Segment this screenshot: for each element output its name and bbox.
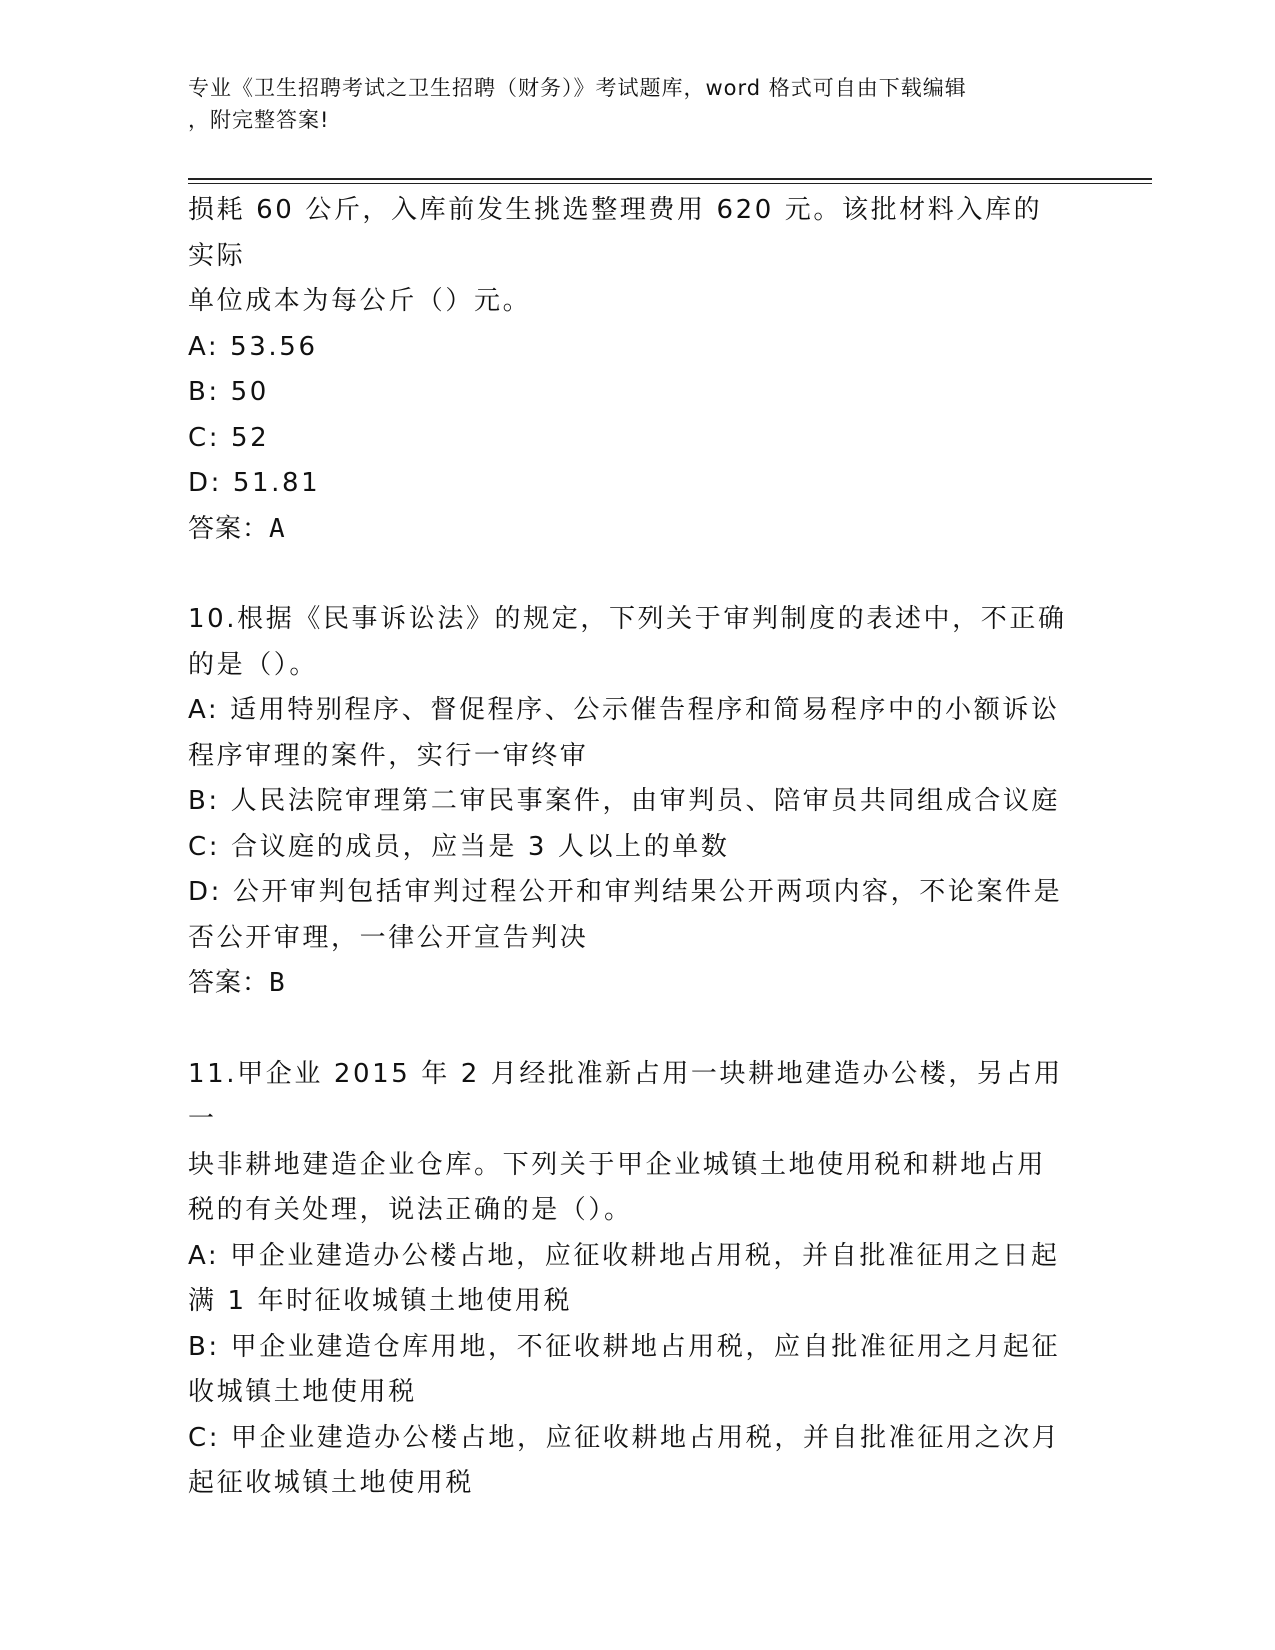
question-11-stem-line-3: 税的有关处理，说法正确的是（）。 xyxy=(188,1195,633,1225)
question-9-option-d: D: 51.81 xyxy=(188,468,321,498)
question-11-option-b-line-2: 收城镇土地使用税 xyxy=(188,1377,417,1407)
question-10 xyxy=(188,597,1068,1007)
question-11-option-c-line-1: C: 甲企业建造办公楼占地，应征收耕地占用税，并自批准征用之次月 xyxy=(188,1422,1061,1453)
question-10-option-b: B: 人民法院审理第二审民事案件，由审判员、陪审员共同组成合议庭 xyxy=(188,786,1061,816)
question-10-option-d-line-2: 否公开审理，一律公开宣告判决 xyxy=(188,922,589,953)
answer-value: B xyxy=(269,968,286,998)
question-10-option-d-line-1: D: 公开审判包括审判过程公开和审判结果公开两项内容，不论案件是 xyxy=(188,877,1063,907)
question-9-option-c: C: 52 xyxy=(188,422,270,453)
question-11-option-b-line-1: B: 甲企业建造仓库用地，不征收耕地占用税，应自批准征用之月起征 xyxy=(188,1331,1061,1362)
question-body xyxy=(188,188,1068,1507)
question-9 xyxy=(188,188,1068,552)
question-9-answer xyxy=(188,507,1068,553)
question-10-option-c: C: 合议庭的成员，应当是 3 人以上的单数 xyxy=(188,831,730,862)
question-9-stem-line-1: 损耗 60 公斤，入库前发生挑选整理费用 620 元。该批材料入库的实际 xyxy=(188,195,1043,271)
question-10-option-a-line-1: A: 适用特别程序、督促程序、公示催告程序和简易程序中的小额诉讼 xyxy=(188,695,1060,725)
question-9-option-b: B: 50 xyxy=(188,377,269,407)
question-10-stem-line-2: 的是（）。 xyxy=(188,649,319,680)
question-11-stem-line-1: 11.甲企业 2015 年 2 月经批准新占用一块耕地建造办公楼，另占用一 xyxy=(188,1058,1063,1134)
question-10-answer xyxy=(188,961,1068,1007)
header-divider-thick xyxy=(188,178,1152,180)
spacer xyxy=(188,1007,1068,1052)
answer-label: 答案： xyxy=(188,968,270,998)
header-line-1: 专业《卫生招聘考试之卫生招聘（财务）》考试题库，word 格式可自由下载编辑 xyxy=(188,76,967,100)
answer-label: 答案： xyxy=(188,513,270,544)
question-11-option-a-line-1: A: 甲企业建造办公楼占地，应征收耕地占用税，并自批准征用之日起 xyxy=(188,1240,1060,1271)
question-10-option-a-line-2: 程序审理的案件，实行一审终审 xyxy=(188,740,589,771)
question-9-option-a: A: 53.56 xyxy=(188,331,318,362)
spacer xyxy=(188,552,1068,597)
document-header xyxy=(188,72,1068,136)
header-line-2: ，附完整答案! xyxy=(188,108,330,132)
question-11 xyxy=(188,1052,1068,1507)
answer-value: A xyxy=(269,513,286,544)
question-10-stem-line-1: 10.根据《民事诉讼法》的规定，下列关于审判制度的表述中，不正确 xyxy=(188,604,1067,634)
question-11-stem-line-2: 块非耕地建造企业仓库。下列关于甲企业城镇土地使用税和耕地占用 xyxy=(188,1149,1047,1180)
question-11-option-c-line-2: 起征收城镇土地使用税 xyxy=(188,1468,475,1498)
header-divider-thin xyxy=(188,183,1152,184)
question-11-option-a-line-2: 满 1 年时征收城镇土地使用税 xyxy=(188,1286,573,1316)
question-9-stem-line-2: 单位成本为每公斤（）元。 xyxy=(188,286,532,316)
